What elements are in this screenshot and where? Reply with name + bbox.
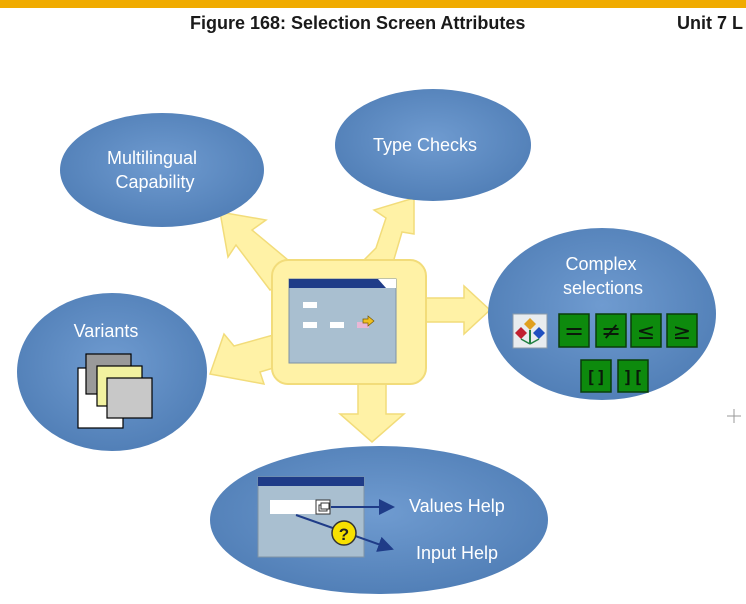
type-checks-label: Type Checks: [372, 135, 478, 155]
crosshair-cursor-icon: [727, 409, 741, 423]
variants-label: Variants: [73, 321, 139, 341]
unit-title: Unit 7 L: [677, 13, 743, 33]
operator-button-equal: [559, 314, 589, 347]
complex-line2: selections: [562, 278, 644, 298]
help-node: [210, 446, 548, 594]
arrow-to-complex: [426, 286, 490, 334]
range-button-exclusive: [618, 360, 648, 392]
operator-equal-label: =: [563, 317, 585, 345]
type-checks-node: [335, 89, 531, 201]
help-input-field: [270, 500, 316, 514]
figure-title: Figure 168: Selection Screen Attributes: [190, 13, 526, 33]
arrow-to-type-checks: [358, 198, 414, 266]
input-help-label: Input Help: [416, 543, 499, 563]
multilingual-line1: Multilingual: [106, 148, 198, 168]
selection-options-icon: [513, 314, 547, 348]
input-help-question-icon: [332, 521, 356, 545]
values-help-icon: [316, 500, 330, 514]
variants-node: [17, 293, 207, 451]
operator-button-greater-equal: [667, 314, 697, 347]
multilingual-line2: Capability: [115, 172, 195, 192]
screen-window: [289, 279, 396, 363]
operator-greater-equal-label: ≥: [672, 320, 692, 345]
center-selection-screen: [272, 260, 426, 384]
multilingual-capability-node: [60, 113, 264, 227]
operator-button-not-equal: [596, 314, 626, 347]
range-button-inclusive: [581, 360, 611, 392]
complex-selections-node: [488, 228, 716, 400]
operator-less-equal-label: ≤: [636, 320, 656, 345]
operator-not-equal-label: ≠: [600, 317, 622, 345]
range-exclusive-label: ][: [622, 368, 644, 388]
complex-line1: Complex: [565, 254, 637, 274]
arrow-to-help: [340, 380, 404, 442]
operator-button-less-equal: [631, 314, 661, 347]
values-help-label: Values Help: [409, 496, 505, 516]
range-inclusive-label: []: [585, 368, 607, 388]
question-mark-glyph: ?: [338, 525, 350, 544]
